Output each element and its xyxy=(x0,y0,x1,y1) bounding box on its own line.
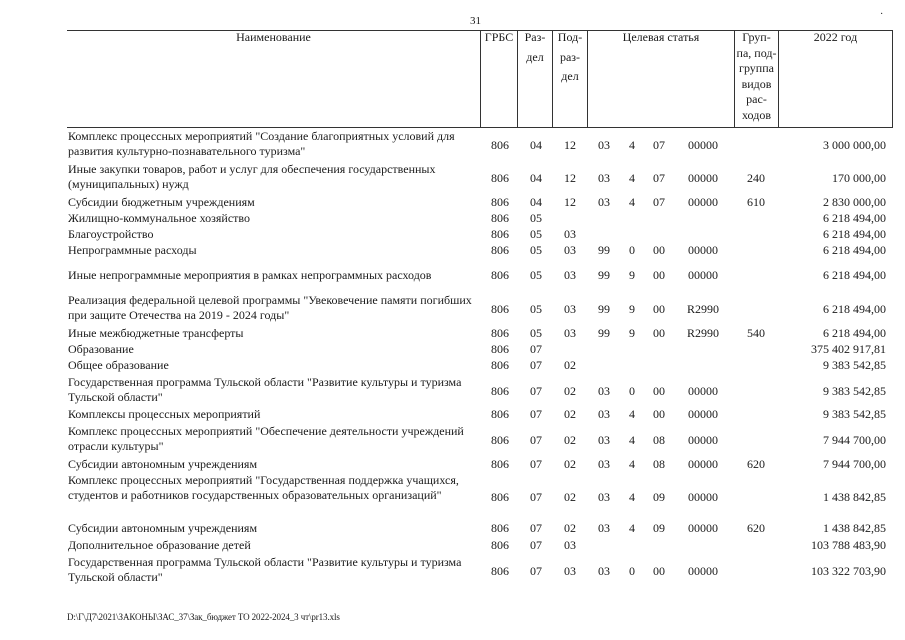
cell-cs-type: 4 xyxy=(629,490,635,504)
cell-cs-direction: 00000 xyxy=(688,171,718,185)
cell-grbs: 806 xyxy=(491,138,509,152)
cell-podrazdel: 03 xyxy=(564,268,576,282)
cell-sum: 2 830 000,00 xyxy=(823,195,886,209)
cell-cs-direction: 00000 xyxy=(688,138,718,152)
header-podrazdel-line: раз- xyxy=(559,49,581,64)
cell-cs-direction: 00000 xyxy=(688,490,718,504)
cell-podrazdel: 03 xyxy=(564,227,576,241)
row-name: Субсидии бюджетным учреждениям xyxy=(68,195,255,209)
page-number: 31 xyxy=(470,15,481,27)
cell-cs-program: 03 xyxy=(598,195,610,209)
cell-podrazdel: 03 xyxy=(564,243,576,257)
cell-podrazdel: 12 xyxy=(564,195,576,209)
row-name: Субсидии автономным учреждениям xyxy=(68,457,258,471)
row-name: Реализация федеральной целевой программы "Увековечение памяти погибших при защите Отечества на 2019 - 2024 годы" xyxy=(68,293,472,322)
cell-sum: 170 000,00 xyxy=(832,171,886,185)
cell-cs-program: 03 xyxy=(598,433,610,447)
cell-cs-direction: 00000 xyxy=(688,407,718,421)
cell-cs-event: 09 xyxy=(653,490,665,504)
cell-podrazdel: 02 xyxy=(564,457,576,471)
cell-cs-type: 4 xyxy=(629,521,635,535)
cell-razdel: 07 xyxy=(530,358,542,372)
row-name: Непрограммные расходы xyxy=(68,243,197,257)
cell-sum: 103 788 483,90 xyxy=(811,538,886,552)
cell-sum: 6 218 494,00 xyxy=(823,243,886,257)
cell-cs-event: 09 xyxy=(653,521,665,535)
cell-razdel: 04 xyxy=(530,171,542,185)
cell-sum: 6 218 494,00 xyxy=(823,302,886,316)
cell-razdel: 07 xyxy=(530,521,542,535)
row-name: Иные закупки товаров, работ и услуг для обеспечения государственных (муниципальных) нужд xyxy=(68,162,436,191)
cell-razdel: 05 xyxy=(530,268,542,282)
cell-razdel: 07 xyxy=(530,490,542,504)
cell-razdel: 07 xyxy=(530,457,542,471)
header-gruppa-line: видов xyxy=(741,76,772,91)
corner-mark: · xyxy=(880,9,884,20)
cell-cs-program: 03 xyxy=(598,171,610,185)
header-gruppa-line: па, под- xyxy=(736,45,777,60)
header-grbs-label: ГРБС xyxy=(484,30,514,44)
cell-grbs: 806 xyxy=(491,342,509,356)
file-path-footer: D:\Г\Д7\2021\ЗАКОНЫ\ЗАС_37\Зак_бюджет ТО 2022-2024_3 чт\pr13.xls xyxy=(67,612,340,622)
cell-group: 620 xyxy=(747,521,765,535)
header-gruppa-line: группа xyxy=(739,61,774,75)
cell-podrazdel: 03 xyxy=(564,326,576,340)
cell-grbs: 806 xyxy=(491,384,509,398)
cell-grbs: 806 xyxy=(491,326,509,340)
cell-sum: 9 383 542,85 xyxy=(823,407,886,421)
cell-cs-event: 00 xyxy=(653,243,665,257)
cell-sum: 7 944 700,00 xyxy=(823,433,886,447)
cell-cs-direction: 00000 xyxy=(688,564,718,578)
cell-cs-event: 00 xyxy=(653,384,665,398)
row-name: Образование xyxy=(68,342,134,356)
header-year xyxy=(778,30,893,128)
cell-razdel: 05 xyxy=(530,243,542,257)
header-cel-statya xyxy=(587,30,734,128)
cell-grbs: 806 xyxy=(491,243,509,257)
cell-sum: 3 000 000,00 xyxy=(823,138,886,152)
cell-cs-event: 07 xyxy=(653,138,665,152)
header-grbs xyxy=(480,30,517,128)
cell-cs-event: 00 xyxy=(653,407,665,421)
cell-group: 610 xyxy=(747,195,765,209)
header-podrazdel-line: дел xyxy=(561,69,579,83)
cell-cs-direction: 00000 xyxy=(688,243,718,257)
cell-cs-event: 00 xyxy=(653,326,665,340)
cell-sum: 6 218 494,00 xyxy=(823,227,886,241)
cell-podrazdel: 03 xyxy=(564,564,576,578)
cell-cs-event: 07 xyxy=(653,195,665,209)
cell-cs-type: 9 xyxy=(629,302,635,316)
row-name: Комплекс процессных мероприятий "Обеспечение деятельности учреждений отрасли культуры" xyxy=(68,424,464,453)
cell-razdel: 05 xyxy=(530,302,542,316)
cell-cs-type: 4 xyxy=(629,433,635,447)
row-name: Государственная программа Тульской области "Развитие культуры и туризма Тульской области" xyxy=(68,555,462,584)
cell-group: 620 xyxy=(747,457,765,471)
cell-podrazdel: 03 xyxy=(564,302,576,316)
row-name: Жилищно-коммунальное хозяйство xyxy=(68,211,251,225)
cell-razdel: 05 xyxy=(530,326,542,340)
cell-cs-program: 99 xyxy=(598,243,610,257)
cell-group: 240 xyxy=(747,171,765,185)
cell-cs-event: 00 xyxy=(653,302,665,316)
cell-cs-type: 4 xyxy=(629,171,635,185)
header-gruppa-line: Груп- xyxy=(742,30,771,44)
cell-cs-direction: 00000 xyxy=(688,521,718,535)
cell-razdel: 07 xyxy=(530,433,542,447)
cell-cs-event: 00 xyxy=(653,564,665,578)
row-name: Иные непрограммные мероприятия в рамках непрограммных расходов xyxy=(68,268,432,282)
cell-grbs: 806 xyxy=(491,211,509,225)
cell-cs-type: 0 xyxy=(629,564,635,578)
cell-sum: 7 944 700,00 xyxy=(823,457,886,471)
cell-sum: 9 383 542,85 xyxy=(823,358,886,372)
cell-cs-program: 03 xyxy=(598,384,610,398)
cell-sum: 6 218 494,00 xyxy=(823,211,886,225)
cell-sum: 103 322 703,90 xyxy=(811,564,886,578)
cell-grbs: 806 xyxy=(491,564,509,578)
row-name: Комплекс процессных мероприятий "Государственная поддержка учащихся, студентов и работников государственных образовательных организаций" xyxy=(68,473,459,502)
cell-cs-event: 08 xyxy=(653,457,665,471)
cell-grbs: 806 xyxy=(491,302,509,316)
header-name xyxy=(67,30,480,128)
cell-cs-type: 9 xyxy=(629,326,635,340)
cell-cs-program: 03 xyxy=(598,407,610,421)
cell-cs-direction: 00000 xyxy=(688,433,718,447)
cell-grbs: 806 xyxy=(491,171,509,185)
cell-sum: 6 218 494,00 xyxy=(823,326,886,340)
header-podrazdel-line: Под- xyxy=(557,30,583,44)
header-podrazdel xyxy=(552,30,587,128)
row-name: Иные межбюджетные трансферты xyxy=(68,326,244,340)
cell-sum: 1 438 842,85 xyxy=(823,490,886,504)
cell-podrazdel: 02 xyxy=(564,521,576,535)
cell-grbs: 806 xyxy=(491,457,509,471)
cell-podrazdel: 02 xyxy=(564,358,576,372)
cell-razdel: 07 xyxy=(530,564,542,578)
cell-podrazdel: 02 xyxy=(564,384,576,398)
header-gruppa xyxy=(734,30,778,128)
cell-cs-direction: 00000 xyxy=(688,268,718,282)
cell-razdel: 07 xyxy=(530,384,542,398)
cell-group: 540 xyxy=(747,326,765,340)
cell-razdel: 05 xyxy=(530,211,542,225)
cell-cs-program: 99 xyxy=(598,268,610,282)
cell-razdel: 07 xyxy=(530,407,542,421)
cell-cs-direction: 00000 xyxy=(688,457,718,471)
cell-cs-event: 00 xyxy=(653,268,665,282)
cell-grbs: 806 xyxy=(491,268,509,282)
header-bottom-rule xyxy=(67,127,893,128)
header-razdel-line: дел xyxy=(526,49,544,64)
cell-razdel: 04 xyxy=(530,138,542,152)
cell-cs-event: 08 xyxy=(653,433,665,447)
cell-razdel: 07 xyxy=(530,342,542,356)
row-name: Субсидии автономным учреждениям xyxy=(68,521,258,535)
cell-razdel: 07 xyxy=(530,538,542,552)
cell-sum: 1 438 842,85 xyxy=(823,521,886,535)
header-gruppa-line: рас- xyxy=(746,92,767,106)
cell-podrazdel: 03 xyxy=(564,538,576,552)
cell-grbs: 806 xyxy=(491,358,509,372)
cell-cs-type: 4 xyxy=(629,138,635,152)
cell-cs-type: 9 xyxy=(629,268,635,282)
cell-cs-program: 99 xyxy=(598,326,610,340)
cell-cs-direction: 00000 xyxy=(688,195,718,209)
cell-grbs: 806 xyxy=(491,521,509,535)
cell-sum: 375 402 917,81 xyxy=(811,342,886,356)
row-name: Государственная программа Тульской области "Развитие культуры и туризма Тульской области" xyxy=(68,375,462,404)
cell-razdel: 05 xyxy=(530,227,542,241)
cell-grbs: 806 xyxy=(491,433,509,447)
header-name-label: Наименование xyxy=(236,30,311,44)
cell-razdel: 04 xyxy=(530,195,542,209)
row-name: Дополнительное образование детей xyxy=(68,538,251,552)
cell-cs-event: 07 xyxy=(653,171,665,185)
cell-grbs: 806 xyxy=(491,490,509,504)
cell-cs-type: 0 xyxy=(629,243,635,257)
table-header xyxy=(67,30,893,128)
header-cel-statya-label: Целевая статья xyxy=(622,30,700,44)
header-gruppa-line: ходов xyxy=(742,107,771,122)
header-razdel xyxy=(517,30,552,128)
cell-cs-direction: R2990 xyxy=(686,302,719,316)
cell-podrazdel: 12 xyxy=(564,171,576,185)
cell-podrazdel: 02 xyxy=(564,490,576,504)
cell-cs-type: 4 xyxy=(629,457,635,471)
cell-podrazdel: 12 xyxy=(564,138,576,152)
cell-cs-direction: 00000 xyxy=(688,384,718,398)
cell-cs-program: 99 xyxy=(598,302,610,316)
cell-grbs: 806 xyxy=(491,227,509,241)
cell-sum: 9 383 542,85 xyxy=(823,384,886,398)
cell-cs-program: 03 xyxy=(598,564,610,578)
cell-cs-program: 03 xyxy=(598,490,610,504)
header-razdel-line: Раз- xyxy=(524,30,546,44)
cell-cs-direction: R2990 xyxy=(686,326,719,340)
row-name: Комплексы процессных мероприятий xyxy=(68,407,261,421)
cell-cs-type: 4 xyxy=(629,195,635,209)
cell-cs-type: 4 xyxy=(629,407,635,421)
cell-grbs: 806 xyxy=(491,538,509,552)
cell-cs-program: 03 xyxy=(598,457,610,471)
header-year-label: 2022 год xyxy=(813,30,858,44)
row-name: Комплекс процессных мероприятий "Создание благоприятных условий для развития культурно-познавательного туризма" xyxy=(68,129,455,158)
row-name: Благоустройство xyxy=(68,227,154,241)
cell-cs-program: 03 xyxy=(598,138,610,152)
cell-sum: 6 218 494,00 xyxy=(823,268,886,282)
cell-grbs: 806 xyxy=(491,407,509,421)
cell-cs-program: 03 xyxy=(598,521,610,535)
row-name: Общее образование xyxy=(68,358,169,372)
cell-podrazdel: 02 xyxy=(564,433,576,447)
cell-podrazdel: 02 xyxy=(564,407,576,421)
cell-grbs: 806 xyxy=(491,195,509,209)
cell-cs-type: 0 xyxy=(629,384,635,398)
